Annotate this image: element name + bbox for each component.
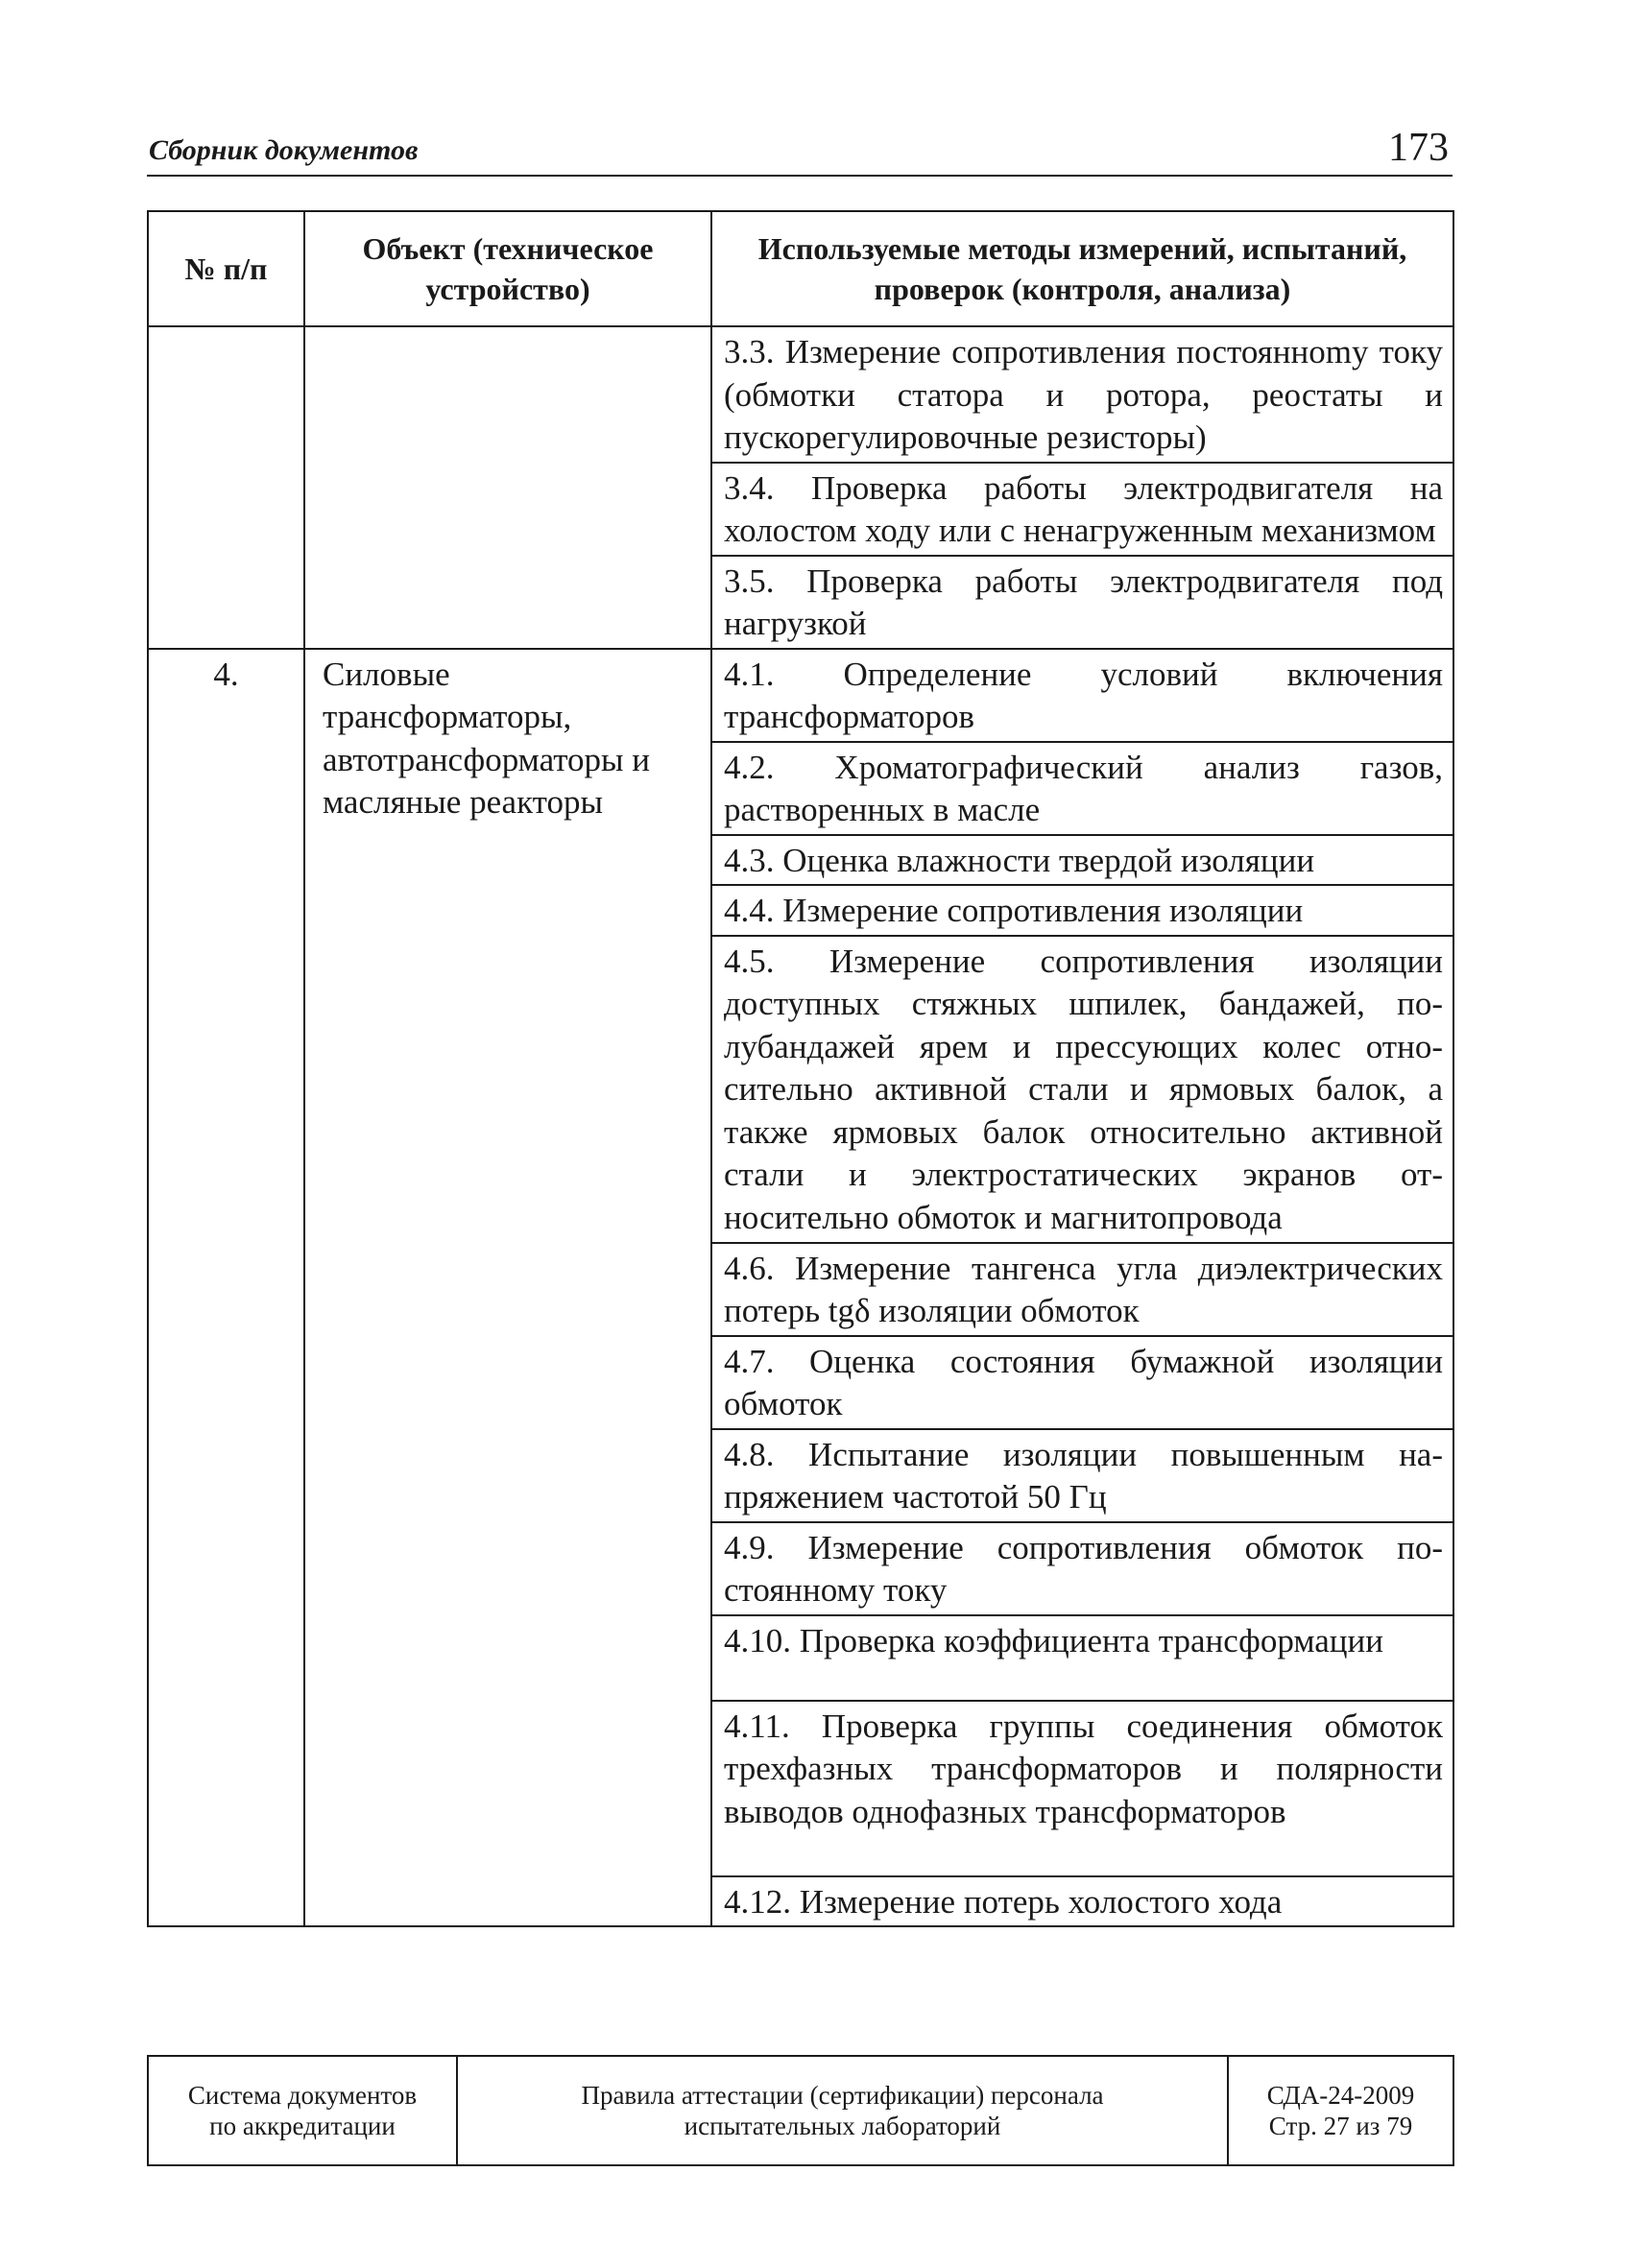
method-cell: 4.5. Измерение сопротивления изоляции доступных стяжных шпилек, бандажей, полубандажей ярем и прессующих колес относительно активной стали и ярмовых балок, а также ярмовых балок относительно активной стали и электростатических экранов относительно обмоток и магнитопровода	[711, 936, 1453, 1243]
footer-document-title-line1: Правила аттестации (сертификации) персонала	[581, 2081, 1104, 2110]
method-cell: 4.8. Испытание изоляции повышенным напряжением частотой 50 Гц	[711, 1429, 1453, 1522]
footer-row	[148, 2056, 1453, 2165]
column-header-number: № п/п	[148, 211, 304, 326]
group3-number-cell	[148, 326, 304, 649]
running-header	[147, 127, 1453, 177]
method-cell: 4.6. Измерение тангенса угла диэлектрических потерь tgδ изоляции обмоток	[711, 1243, 1453, 1336]
method-cell: 4.1. Определение условий включения трансформаторов	[711, 649, 1453, 742]
table-row	[148, 326, 1453, 463]
method-cell: 4.7. Оценка состояния бумажной изоляции обмоток	[711, 1336, 1453, 1429]
method-cell: 4.11. Проверка группы соединения обмоток трехфазных трансформаторов и полярности выводов однофазных трансформаторов	[711, 1701, 1453, 1876]
column-header-object: Объект (техническое устройство)	[304, 211, 711, 326]
method-cell: 4.12. Измерение потерь холостого хода	[711, 1876, 1453, 1927]
methods-table	[147, 210, 1454, 1927]
group3-object-cell	[304, 326, 711, 649]
method-cell: 3.5. Проверка работы электродвигателя под нагрузкой	[711, 556, 1453, 649]
page-number: 173	[1388, 126, 1449, 170]
table-header-row	[148, 211, 1453, 326]
group4-object-cell: Силовые трансформаторы, автотрансформаторы и масляные реакторы	[304, 649, 711, 1927]
footer-document-title-cell	[457, 2056, 1228, 2165]
footer-page-count: Стр. 27 из 79	[1268, 2112, 1413, 2140]
method-cell: 4.9. Измерение сопротивления обмоток постоянному току	[711, 1522, 1453, 1615]
method-cell: 4.4. Измерение сопротивления изоляции	[711, 885, 1453, 936]
method-cell: 4.10. Проверка коэффициента трансформации	[711, 1615, 1453, 1701]
footer-system-line2: по аккредитации	[209, 2112, 396, 2140]
group4-number-cell: 4.	[148, 649, 304, 1927]
footer-system-cell	[148, 2056, 457, 2165]
footer-system-line1: Система документов	[187, 2081, 418, 2110]
footer-document-code: СДА-24-2009	[1266, 2081, 1415, 2110]
footer-document-title-line2: испытательных лабораторий	[684, 2112, 1001, 2140]
method-cell: 3.4. Проверка работы электродвигателя на холостом ходу или с ненагруженным механизмом	[711, 463, 1453, 556]
method-cell: 4.2. Хроматографический анализ газов, растворенных в масле	[711, 742, 1453, 835]
footer-code-cell	[1228, 2056, 1453, 2165]
footer-stamp	[147, 2055, 1454, 2166]
column-header-methods: Используемые методы измерений, испытаний, проверок (контроля, анализа)	[711, 211, 1453, 326]
method-cell: 4.3. Оценка влажности твердой изоляции	[711, 835, 1453, 886]
table-row	[148, 649, 1453, 742]
running-title: Сборник документов	[149, 134, 419, 166]
method-cell: 3.3. Измерение сопротивления постоянноmу току (обмотки статора и ротора, реостаты и пускорегулировочные резисторы)	[711, 326, 1453, 463]
